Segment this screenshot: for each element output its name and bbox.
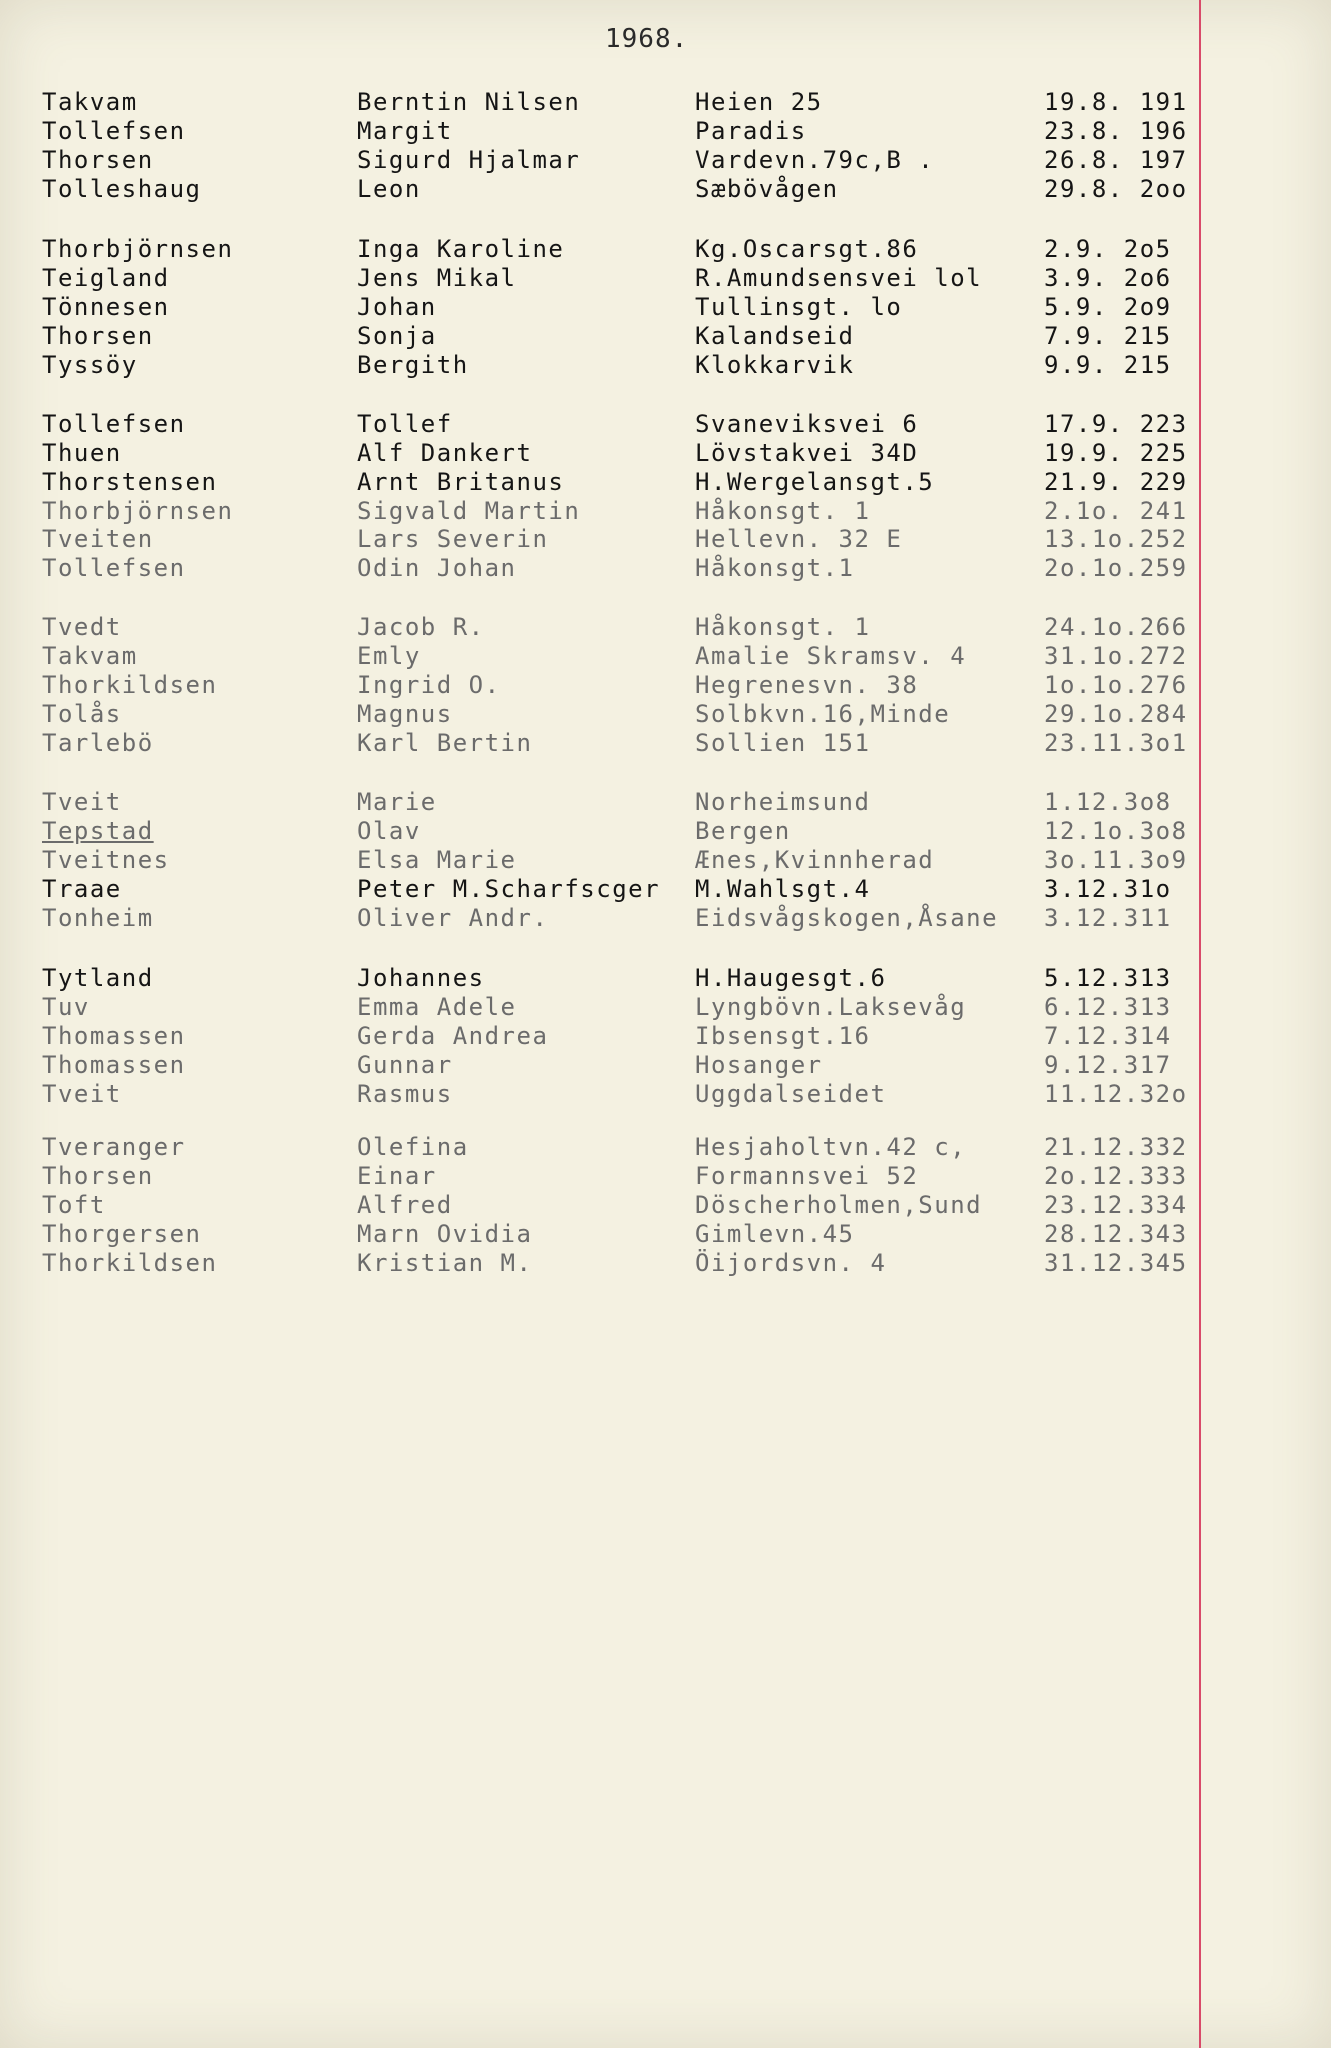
register-row xyxy=(0,613,1331,642)
date-number-column xyxy=(1030,993,1199,1022)
date-number-column xyxy=(1030,1220,1199,1249)
given-name-cell: Sigvald Martin xyxy=(357,497,581,525)
date-number-cell: 2.9. 2o5 xyxy=(1044,235,1172,263)
given-name-cell: Emly xyxy=(357,642,421,670)
surname-cell: Thorsen xyxy=(42,146,154,174)
given-name-cell: Olav xyxy=(357,817,421,845)
date-number-cell: 5.12.313 xyxy=(1044,964,1172,992)
date-number-column xyxy=(1030,293,1199,322)
date-number-column xyxy=(1030,554,1199,583)
date-number-cell: 12.1o.3o8 xyxy=(1044,817,1188,845)
date-number-column xyxy=(1030,817,1199,846)
register-row xyxy=(0,817,1331,846)
address-cell: Kalandseid xyxy=(695,322,855,350)
surname-cell: Tollefsen xyxy=(42,554,186,582)
address-cell: Gimlevn.45 xyxy=(695,1220,855,1248)
surname-cell: Tonheim xyxy=(42,904,154,932)
surname-cell: Thuen xyxy=(42,439,122,467)
address-cell: Hellevn. 32 E xyxy=(695,525,903,553)
date-number-cell: 29.8. 2oo xyxy=(1044,175,1188,203)
address-cell: Öijordsvn. 4 xyxy=(695,1249,887,1277)
date-number-cell: 1o.1o.276 xyxy=(1044,671,1188,699)
register-row xyxy=(0,410,1331,439)
given-name-cell: Berntin Nilsen xyxy=(357,88,581,116)
register-row xyxy=(0,235,1331,264)
surname-cell: Teigland xyxy=(42,264,170,292)
register-row xyxy=(0,904,1331,933)
given-name-cell: Sonja xyxy=(357,322,437,350)
date-number-column xyxy=(1030,117,1199,146)
page-year: 1968. xyxy=(605,24,689,54)
date-number-column xyxy=(1030,1022,1199,1051)
surname-cell: Thorbjörnsen xyxy=(42,235,234,263)
address-cell: Bergen xyxy=(695,817,791,845)
surname-cell: Tolleshaug xyxy=(42,175,202,203)
given-name-cell: Marn Ovidia xyxy=(357,1220,533,1248)
date-number-cell: 23.12.334 xyxy=(1044,1191,1188,1219)
date-number-column xyxy=(1030,671,1199,700)
register-row xyxy=(0,1162,1331,1191)
given-name-cell: Jens Mikal xyxy=(357,264,517,292)
date-number-column xyxy=(1030,788,1199,817)
date-number-cell: 29.1o.284 xyxy=(1044,700,1188,728)
register-row xyxy=(0,468,1331,497)
surname-cell: Thorgersen xyxy=(42,1220,202,1248)
address-cell: Norheimsund xyxy=(695,788,871,816)
surname-cell: Tuv xyxy=(42,993,90,1021)
register-row xyxy=(0,700,1331,729)
date-number-column xyxy=(1030,410,1199,439)
date-number-cell: 9.12.317 xyxy=(1044,1051,1172,1079)
surname-cell: Tveit xyxy=(42,788,122,816)
address-cell: Tullinsgt. lo xyxy=(695,293,903,321)
date-number-cell: 2o.1o.259 xyxy=(1044,554,1188,582)
date-number-cell: 19.9. 225 xyxy=(1044,439,1188,467)
given-name-cell: Johannes xyxy=(357,964,485,992)
given-name-cell: Karl Bertin xyxy=(357,729,533,757)
register-row xyxy=(0,1051,1331,1080)
surname-cell: Tarlebö xyxy=(42,729,154,757)
register-row xyxy=(0,525,1331,554)
given-name-cell: Jacob R. xyxy=(357,613,485,641)
surname-cell: Thorkildsen xyxy=(42,1249,218,1277)
date-number-cell: 6.12.313 xyxy=(1044,993,1172,1021)
surname-cell: Tolås xyxy=(42,700,122,728)
address-cell: Formannsvei 52 xyxy=(695,1162,919,1190)
address-cell: Svaneviksvei 6 xyxy=(695,410,919,438)
date-number-column xyxy=(1030,235,1199,264)
address-cell: Hosanger xyxy=(695,1051,823,1079)
date-number-cell: 26.8. 197 xyxy=(1044,146,1188,174)
address-cell: Klokkarvik xyxy=(695,351,855,379)
register-row xyxy=(0,642,1331,671)
date-number-cell: 7.9. 215 xyxy=(1044,322,1172,350)
date-number-cell: 1.12.3o8 xyxy=(1044,788,1172,816)
date-number-column xyxy=(1030,351,1199,380)
date-number-cell: 23.11.3o1 xyxy=(1044,729,1188,757)
given-name-cell: Odin Johan xyxy=(357,554,517,582)
date-number-column xyxy=(1030,468,1199,497)
given-name-cell: Sigurd Hjalmar xyxy=(357,146,581,174)
register-row xyxy=(0,1191,1331,1220)
date-number-column xyxy=(1030,264,1199,293)
surname-cell: Thorbjörnsen xyxy=(42,497,234,525)
date-number-column xyxy=(1030,642,1199,671)
surname-cell: Thorsen xyxy=(42,1162,154,1190)
register-row xyxy=(0,322,1331,351)
date-number-cell: 3o.11.3o9 xyxy=(1044,846,1188,874)
surname-cell: Toft xyxy=(42,1191,106,1219)
date-number-cell: 2.1o. 241 xyxy=(1044,497,1188,525)
date-number-column xyxy=(1030,322,1199,351)
date-number-cell: 21.12.332 xyxy=(1044,1133,1188,1161)
surname-cell: Tönnesen xyxy=(42,293,170,321)
register-row xyxy=(0,146,1331,175)
register-row xyxy=(0,497,1331,526)
date-number-column xyxy=(1030,613,1199,642)
given-name-cell: Elsa Marie xyxy=(357,846,517,874)
date-number-column xyxy=(1030,175,1199,204)
register-row xyxy=(0,439,1331,468)
register-row xyxy=(0,993,1331,1022)
address-cell: Uggdalseidet xyxy=(695,1080,887,1108)
surname-cell: Tollefsen xyxy=(42,117,186,145)
register-row xyxy=(0,117,1331,146)
given-name-cell: Kristian M. xyxy=(357,1249,533,1277)
date-number-column xyxy=(1030,1051,1199,1080)
register-row xyxy=(0,1220,1331,1249)
register-row xyxy=(0,351,1331,380)
address-cell: Sollien 151 xyxy=(695,729,871,757)
date-number-cell: 31.12.345 xyxy=(1044,1249,1188,1277)
address-cell: Håkonsgt.1 xyxy=(695,554,855,582)
date-number-column xyxy=(1030,1191,1199,1220)
address-cell: Kg.Oscarsgt.86 xyxy=(695,235,919,263)
given-name-cell: Gunnar xyxy=(357,1051,453,1079)
date-number-cell: 19.8. 191 xyxy=(1044,88,1188,116)
register-row xyxy=(0,1022,1331,1051)
surname-cell: Thomassen xyxy=(42,1022,186,1050)
address-cell: Döscherholmen,Sund xyxy=(695,1191,983,1219)
address-cell: Amalie Skramsv. 4 xyxy=(695,642,967,670)
register-row xyxy=(0,964,1331,993)
address-cell: H.Haugesgt.6 xyxy=(695,964,887,992)
register-row xyxy=(0,293,1331,322)
given-name-cell: Einar xyxy=(357,1162,437,1190)
surname-cell: Tollefsen xyxy=(42,410,186,438)
register-row xyxy=(0,175,1331,204)
surname-cell: Tveiten xyxy=(42,525,154,553)
address-cell: Ænes,Kvinnherad xyxy=(695,846,935,874)
register-row xyxy=(0,671,1331,700)
given-name-cell: Olefina xyxy=(357,1133,469,1161)
date-number-cell: 5.9. 2o9 xyxy=(1044,293,1172,321)
date-number-cell: 7.12.314 xyxy=(1044,1022,1172,1050)
given-name-cell: Oliver Andr. xyxy=(357,904,549,932)
date-number-column xyxy=(1030,1133,1199,1162)
surname-cell: Tytland xyxy=(42,964,154,992)
register-row xyxy=(0,88,1331,117)
register-row xyxy=(0,729,1331,758)
register-row xyxy=(0,875,1331,904)
given-name-cell: Rasmus xyxy=(357,1080,453,1108)
address-cell: R.Amundsensvei lol xyxy=(695,264,983,292)
given-name-cell: Inga Karoline xyxy=(357,235,565,263)
address-cell: Lyngbövn.Laksevåg xyxy=(695,993,967,1021)
register-row xyxy=(0,264,1331,293)
date-number-column xyxy=(1030,700,1199,729)
surname-cell: Thorkildsen xyxy=(42,671,218,699)
address-cell: M.Wahlsgt.4 xyxy=(695,875,871,903)
given-name-cell: Leon xyxy=(357,175,421,203)
given-name-cell: Magnus xyxy=(357,700,453,728)
date-number-column xyxy=(1030,729,1199,758)
address-cell: Heien 25 xyxy=(695,88,823,116)
register-row xyxy=(0,1080,1331,1109)
date-number-cell: 31.1o.272 xyxy=(1044,642,1188,670)
given-name-cell: Johan xyxy=(357,293,437,321)
date-number-column xyxy=(1030,964,1199,993)
date-number-column xyxy=(1030,904,1199,933)
surname-cell: Tveit xyxy=(42,1080,122,1108)
address-cell: Solbkvn.16,Minde xyxy=(695,700,951,728)
given-name-cell: Tollef xyxy=(357,410,453,438)
given-name-cell: Alf Dankert xyxy=(357,439,533,467)
address-cell: Hegrenesvn. 38 xyxy=(695,671,919,699)
given-name-cell: Gerda Andrea xyxy=(357,1022,549,1050)
date-number-column xyxy=(1030,146,1199,175)
given-name-cell: Peter M.Scharfscger xyxy=(357,875,661,903)
address-cell: Håkonsgt. 1 xyxy=(695,497,871,525)
address-cell: Håkonsgt. 1 xyxy=(695,613,871,641)
date-number-column xyxy=(1030,1162,1199,1191)
surname-cell: Takvam xyxy=(42,88,138,116)
date-number-cell: 3.12.31o xyxy=(1044,875,1172,903)
surname-cell: Thorsen xyxy=(42,322,154,350)
date-number-cell: 24.1o.266 xyxy=(1044,613,1188,641)
given-name-cell: Bergith xyxy=(357,351,469,379)
address-cell: Hesjaholtvn.42 c, xyxy=(695,1133,967,1161)
date-number-cell: 21.9. 229 xyxy=(1044,468,1188,496)
surname-cell: Takvam xyxy=(42,642,138,670)
date-number-column xyxy=(1030,497,1199,526)
given-name-cell: Alfred xyxy=(357,1191,453,1219)
date-number-cell: 3.9. 2o6 xyxy=(1044,264,1172,292)
address-cell: Lövstakvei 34D xyxy=(695,439,919,467)
given-name-cell: Lars Severin xyxy=(357,525,549,553)
register-row xyxy=(0,846,1331,875)
surname-cell: Tveitnes xyxy=(42,846,170,874)
date-number-cell: 17.9. 223 xyxy=(1044,410,1188,438)
register-row xyxy=(0,1133,1331,1162)
date-number-column xyxy=(1030,846,1199,875)
address-cell: Sæbövågen xyxy=(695,175,839,203)
surname-cell: Thomassen xyxy=(42,1051,186,1079)
date-number-column xyxy=(1030,875,1199,904)
surname-cell: Tyssöy xyxy=(42,351,138,379)
given-name-cell: Marie xyxy=(357,788,437,816)
surname-cell: Tepstad xyxy=(42,817,154,845)
given-name-cell: Arnt Britanus xyxy=(357,468,565,496)
date-number-column xyxy=(1030,439,1199,468)
surname-cell: Traae xyxy=(42,875,122,903)
surname-cell: Tvedt xyxy=(42,613,122,641)
date-number-cell: 28.12.343 xyxy=(1044,1220,1188,1248)
register-row xyxy=(0,554,1331,583)
address-cell: H.Wergelansgt.5 xyxy=(695,468,935,496)
date-number-cell: 9.9. 215 xyxy=(1044,351,1172,379)
surname-cell: Tveranger xyxy=(42,1133,186,1161)
given-name-cell: Emma Adele xyxy=(357,993,517,1021)
address-cell: Paradis xyxy=(695,117,807,145)
date-number-cell: 11.12.32o xyxy=(1044,1080,1188,1108)
date-number-column xyxy=(1030,88,1199,117)
date-number-column xyxy=(1030,1249,1199,1278)
register-row xyxy=(0,788,1331,817)
given-name-cell: Ingrid O. xyxy=(357,671,501,699)
given-name-cell: Margit xyxy=(357,117,453,145)
register-row xyxy=(0,1249,1331,1278)
address-cell: Eidsvågskogen,Åsane xyxy=(695,904,999,932)
address-cell: Ibsensgt.16 xyxy=(695,1022,871,1050)
surname-cell: Thorstensen xyxy=(42,468,218,496)
date-number-cell: 13.1o.252 xyxy=(1044,525,1188,553)
date-number-cell: 23.8. 196 xyxy=(1044,117,1188,145)
date-number-cell: 3.12.311 xyxy=(1044,904,1172,932)
date-number-column xyxy=(1030,1080,1199,1109)
date-number-column xyxy=(1030,525,1199,554)
date-number-cell: 2o.12.333 xyxy=(1044,1162,1188,1190)
address-cell: Vardevn.79c,B . xyxy=(695,146,935,174)
